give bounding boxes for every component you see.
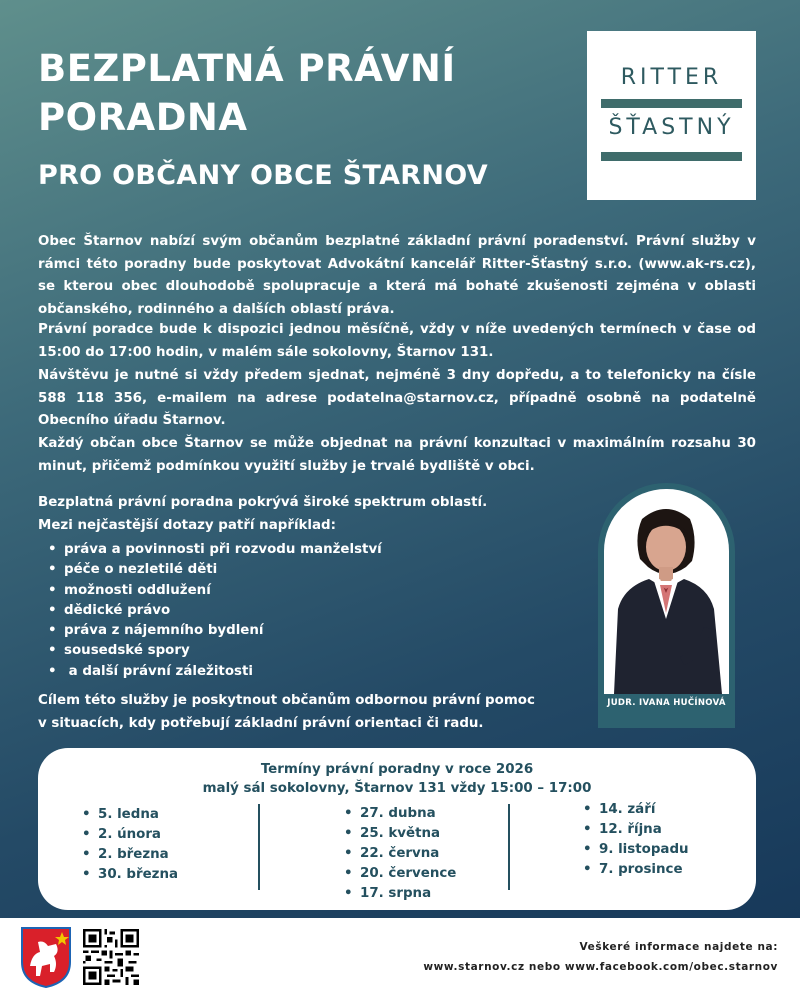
list-item: • 27. dubna bbox=[344, 804, 456, 824]
list-item: • práva a povinnosti při rozvodu manželství bbox=[48, 540, 382, 560]
list-item: • 5. ledna bbox=[82, 805, 178, 825]
advisor-caption: JUDR. IVANA HUČÍNOVÁ bbox=[607, 698, 726, 708]
list-item: • péče o nezletilé děti bbox=[48, 560, 382, 580]
list-item: • a další právní záležitosti bbox=[48, 662, 382, 682]
topics-list bbox=[48, 540, 382, 682]
list-item: • 14. září bbox=[583, 800, 689, 820]
list-item: • sousedské spory bbox=[48, 641, 382, 661]
list-item: • 25. května bbox=[344, 824, 456, 844]
list-item: • 2. února bbox=[82, 825, 178, 845]
page-title: BEZPLATNÁ PRÁVNÍ PORADNA bbox=[38, 47, 456, 139]
schedule-box bbox=[38, 748, 756, 910]
list-item: • práva z nájemního bydlení bbox=[48, 621, 382, 641]
list-item: • dědické právo bbox=[48, 601, 382, 621]
eligibility-paragraph: Každý občan obce Štarnov se může objednat na právní konzultaci v maximálním rozsahu 30 minut, přičemž podmínkou využití služby je trvalé bydliště v obci. bbox=[38, 436, 756, 474]
list-item: • 7. prosince bbox=[583, 860, 689, 880]
booking-paragraph: Návštěvu je nutné si vždy předem sjednat, nejméně 3 dny dopředu, a to telefonicky na čísle 588 118 356, e-mailem na adrese podatelna@starnov.cz, případně osobně na podatelně Obecního úřadu Štarnov. bbox=[38, 368, 756, 428]
list-item: • 17. srpna bbox=[344, 884, 456, 904]
page-subtitle: PRO OBČANY OBCE ŠTARNOV bbox=[38, 160, 488, 191]
logo-bar-bottom bbox=[601, 152, 742, 161]
list-item: • 20. července bbox=[344, 864, 456, 884]
advisor-card bbox=[598, 483, 735, 728]
footer-info: Veškeré informace najdete na: www.starnov.cz nebo www.facebook.com/obec.starnov bbox=[423, 941, 778, 973]
list-item: • 30. března bbox=[82, 865, 178, 885]
ritter-stastny-logo bbox=[587, 31, 756, 200]
list-item: • 2. března bbox=[82, 845, 178, 865]
schedule-column-1 bbox=[82, 805, 178, 885]
list-item: • možnosti oddlužení bbox=[48, 581, 382, 601]
schedule-divider bbox=[508, 804, 510, 890]
schedule-column-2 bbox=[344, 804, 456, 904]
advisor-portrait-icon bbox=[604, 489, 729, 694]
list-item: • 9. listopadu bbox=[583, 840, 689, 860]
qr-code-icon bbox=[83, 929, 139, 985]
schedule-divider bbox=[258, 804, 260, 890]
schedule-title: Termíny právní poradny v roce 2026 malý sál sokolovny, Štarnov 131 vždy 15:00 – 17:00 bbox=[202, 762, 592, 796]
schedule-column-3 bbox=[583, 800, 689, 880]
municipality-crest-icon bbox=[20, 926, 72, 988]
list-item: • 12. října bbox=[583, 820, 689, 840]
availability-paragraph: Právní poradce bude k dispozici jednou měsíčně, vždy v níže uvedených termínech v čase od 15:00 do 17:00 hodin, v malém sále sokolovny, Štarnov 131. bbox=[38, 322, 756, 360]
logo-text-stastny: ŠŤASTNÝ bbox=[608, 115, 735, 140]
intro-paragraph: Obec Štarnov nabízí svým občanům bezplatné základní právní poradenství. Právní služby v rámci této poradny bude poskytovat Advokátní kancelář Ritter-Šťastný s.r.o. (www.ak-rs.cz), se kterou obec dlouhodobě spolupracuje a která má bohaté zkušenosti zejména v oblasti občanského, rodinného a dalších oblastí práva. bbox=[38, 234, 756, 317]
advisor-photo bbox=[604, 489, 729, 694]
closing-text: Cílem této služby je poskytnout občanům odbornou právní pomoc v situacích, kdy potřebují základní právní orientaci či radu. bbox=[38, 693, 535, 731]
logo-text-ritter: RITTER bbox=[620, 65, 723, 90]
logo-bar-top bbox=[601, 99, 742, 108]
list-item: • 22. června bbox=[344, 844, 456, 864]
topics-lead: Bezplatná právní poradna pokrývá široké spektrum oblastí. Mezi nejčastější dotazy patří například: bbox=[38, 495, 488, 533]
